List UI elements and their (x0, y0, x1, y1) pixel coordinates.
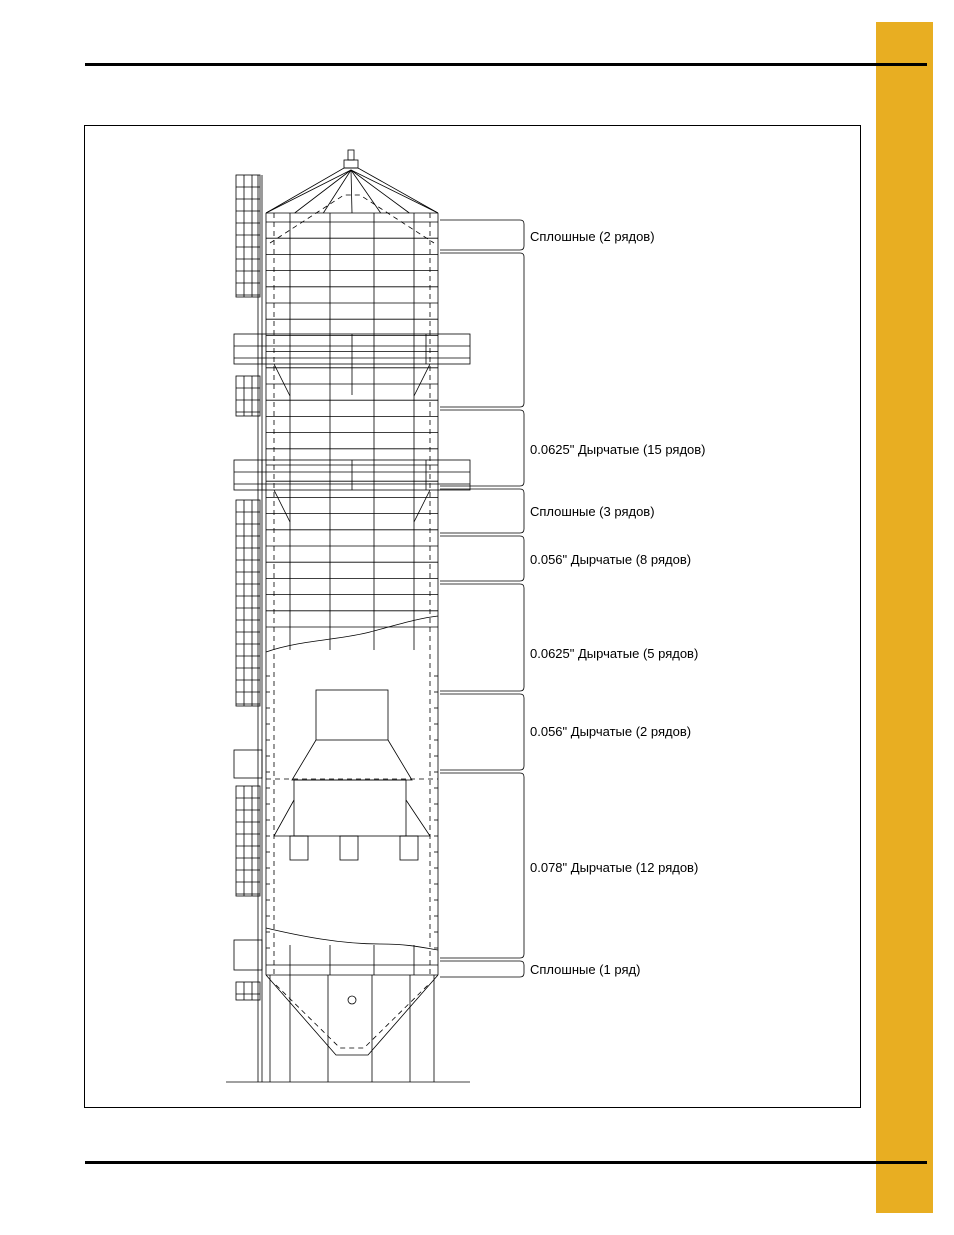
roof-rib (266, 170, 351, 213)
roof-rib (351, 170, 438, 213)
label-perf-078-12: 0.078" Дырчатые (12 рядов) (530, 860, 699, 875)
platform-brace (274, 490, 290, 522)
fan-strut (400, 800, 430, 836)
leader-bracket (440, 253, 524, 407)
leader-bracket (440, 410, 524, 486)
roof-rib (351, 170, 352, 213)
ladder-cage (236, 175, 260, 297)
roof-rib (323, 170, 351, 213)
sheet-labels (530, 229, 706, 977)
leader-bracket (440, 961, 524, 977)
label-perf-0625-15: 0.0625" Дырчатые (15 рядов) (530, 442, 706, 457)
motor (290, 836, 308, 860)
leader-bracket (440, 694, 524, 770)
leader-bracket (440, 536, 524, 581)
platform-brace (414, 490, 430, 522)
cutaway-top (266, 616, 438, 652)
roof-vent-stack (348, 150, 354, 160)
ladder-cage (236, 500, 260, 706)
label-solid-3: Сплошные (3 рядов) (530, 504, 655, 519)
fan-strut (274, 800, 304, 836)
platform-brace (414, 364, 430, 396)
burner-transition (292, 740, 412, 780)
fan-housing (294, 780, 406, 836)
ladder-cage (236, 376, 260, 416)
label-solid-1: Сплошные (1 ряд) (530, 962, 641, 977)
label-perf-056-2: 0.056" Дырчатые (2 рядов) (530, 724, 692, 739)
roof-rib (351, 170, 381, 213)
hopper (266, 975, 438, 1055)
label-perf-0625-5: 0.0625" Дырчатые (5 рядов) (530, 646, 699, 661)
cutaway-bottom (266, 928, 438, 950)
motor (400, 836, 418, 860)
hopper-inner (276, 985, 428, 1048)
motor (340, 836, 358, 860)
burner-housing (316, 690, 388, 740)
leader-bracket (440, 489, 524, 533)
ladder-cage (236, 982, 260, 1000)
leader-bracket (440, 773, 524, 958)
roof-vent-cap (344, 160, 358, 168)
ladder-cage (236, 786, 260, 896)
leader-bracket (440, 584, 524, 691)
discharge-port (348, 996, 356, 1004)
platform-brace (274, 364, 290, 396)
label-solid-2: Сплошные (2 рядов) (530, 229, 655, 244)
leader-bracket (440, 220, 524, 250)
label-perf-056-8: 0.056" Дырчатые (8 рядов) (530, 552, 692, 567)
